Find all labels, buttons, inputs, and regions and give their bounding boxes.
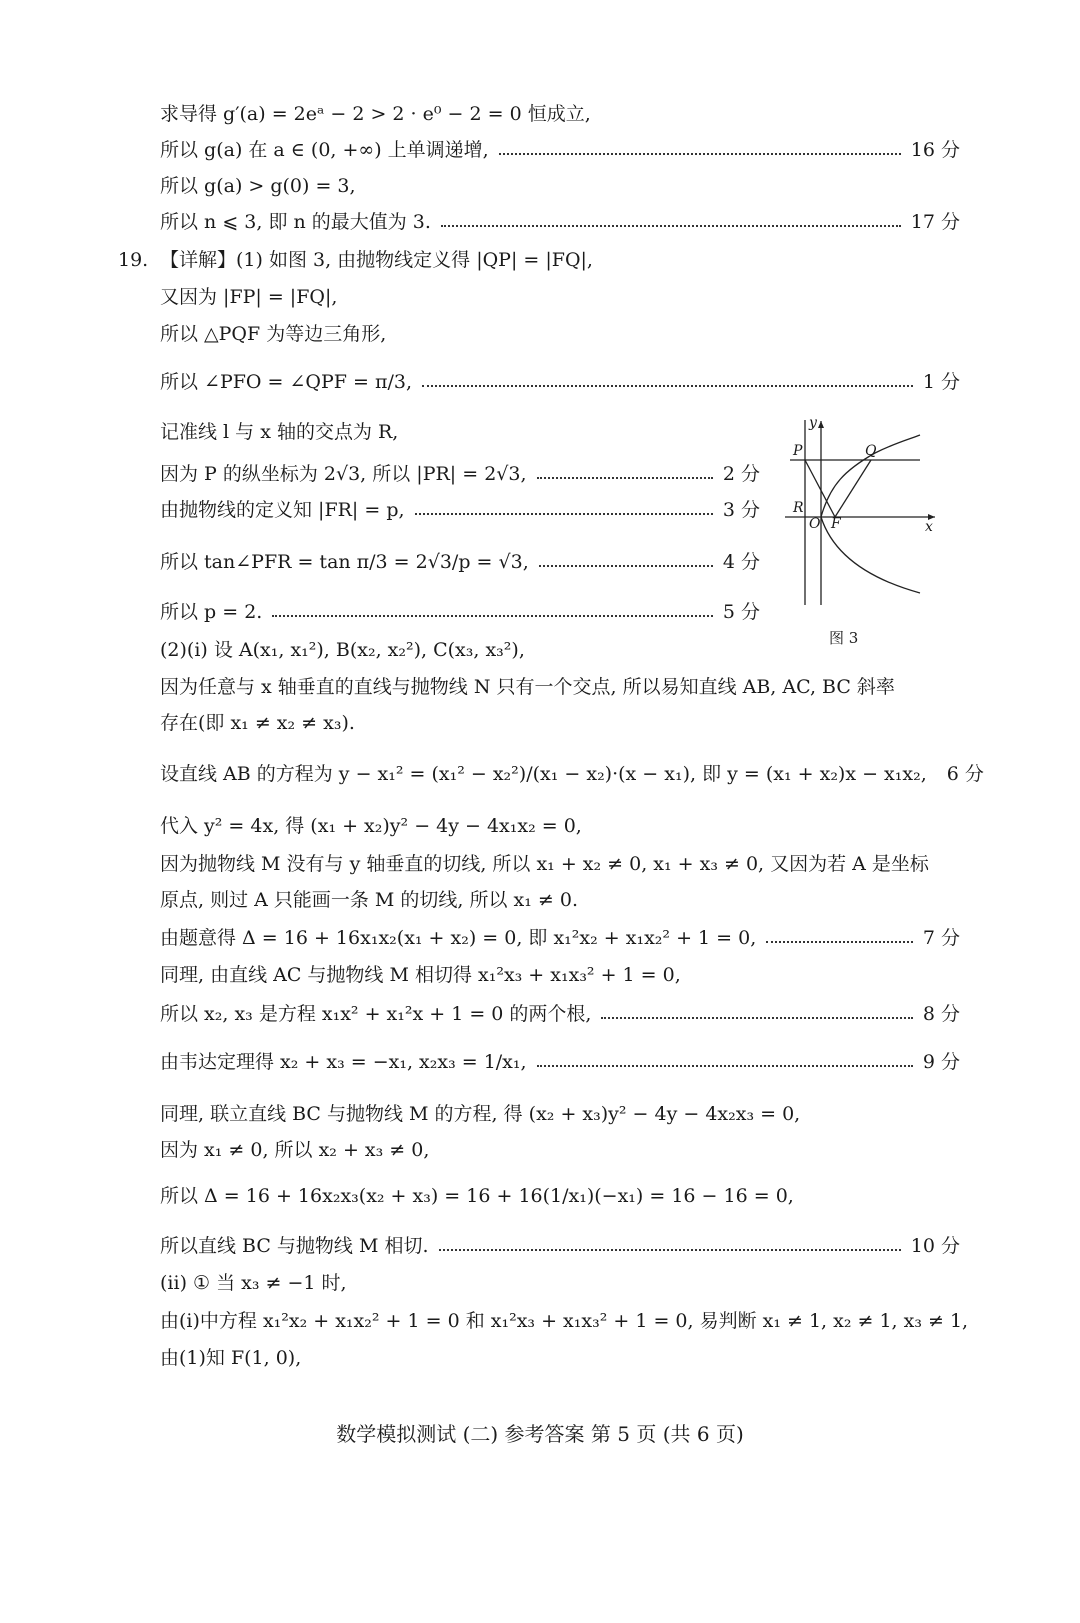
line-21: 由题意得 Δ = 16 + 16x₁x₂(x₁ + x₂) = 0, 即 x₁²x₂ + x₁x₂² + 1 = 0, 7 分 [160,927,960,949]
page-footer: 数学模拟测试 (二) 参考答案 第 5 页 (共 6 页) [336,1422,744,1446]
label-y: y [809,415,817,431]
line-3: 所以 g(a) > g(0) = 3, [160,175,356,197]
line-13: 所以 p = 2. 5 分 [160,601,760,623]
figure-3 [785,415,945,655]
line-23: 所以 x₂, x₃ 是方程 x₁x² + x₁²x + 1 = 0 的两个根, 8 分 [160,1003,960,1025]
line-22: 同理, 由直线 AC 与抛物线 M 相切得 x₁²x₃ + x₁x₃² + 1 = 0, [160,964,681,986]
line-4: 所以 n ⩽ 3, 即 n 的最大值为 3. 17 分 [160,211,960,233]
line-24: 由韦达定理得 x₂ + x₃ = −x₁, x₂x₃ = 1/x₁, 9 分 [160,1051,960,1073]
line-10: 因为 P 的纵坐标为 2√3, 所以 |PR| = 2√3, 2 分 [160,463,760,485]
line-8: 所以 ∠PFO = ∠QPF = π/3, 1 分 [160,371,960,393]
line-5: 【详解】(1) 如图 3, 由抛物线定义得 |QP| = |FQ|, [160,249,593,271]
label-r: R [793,500,804,516]
line-14: (2)(i) 设 A(x₁, x₁²), B(x₂, x₂²), C(x₃, x₃²), [160,639,525,661]
line-2: 所以 g(a) 在 a ∈ (0, +∞) 上单调递增, 16 分 [160,139,960,161]
label-p: P [793,443,803,459]
line-7: 所以 △PQF 为等边三角形, [160,323,387,345]
label-f: F [831,516,841,532]
line-11: 由抛物线的定义知 |FR| = p, 3 分 [160,499,760,521]
label-q: Q [865,443,877,459]
question-number: 19. [118,249,149,271]
line-25: 同理, 联立直线 BC 与抛物线 M 的方程, 得 (x₂ + x₃)y² − 4y − 4x₂x₃ = 0, [160,1103,801,1125]
line-20: 原点, 则过 A 只能画一条 M 的切线, 所以 x₁ ≠ 0. [160,889,578,911]
line-30: 由(i)中方程 x₁²x₂ + x₁x₂² + 1 = 0 和 x₁²x₃ + x₁x₃² + 1 = 0, 易判断 x₁ ≠ 1, x₂ ≠ 1, x₃ ≠ 1, [160,1310,969,1332]
line-18: 代入 y² = 4x, 得 (x₁ + x₂)y² − 4y − 4x₁x₂ = 0, [160,815,582,837]
line-12: 所以 tan∠PFR = tan π/3 = 2√3/p = √3, 4 分 [160,551,760,573]
line-26: 因为 x₁ ≠ 0, 所以 x₂ + x₃ ≠ 0, [160,1139,430,1161]
label-x: x [925,519,933,535]
figure-caption: 图 3 [829,629,859,647]
line-17: 设直线 AB 的方程为 y − x₁² = (x₁² − x₂²)/(x₁ − x₂)·(x − x₁), 即 y = (x₁ + x₂)x − x₁x₂, 6 分 [160,763,984,785]
line-29: (ii) ① 当 x₃ ≠ −1 时, [160,1272,347,1294]
line-15: 因为任意与 x 轴垂直的直线与抛物线 N 只有一个交点, 所以易知直线 AB, AC, BC 斜率 [160,676,895,698]
label-o: O [809,516,821,532]
line-1: 求导得 g′(a) = 2eᵃ − 2 > 2 · e⁰ − 2 = 0 恒成立, [160,103,591,125]
line-27: 所以 Δ = 16 + 16x₂x₃(x₂ + x₃) = 16 + 16(1/x₁)(−x₁) = 16 − 16 = 0, [160,1185,794,1207]
line-19: 因为抛物线 M 没有与 y 轴垂直的切线, 所以 x₁ + x₂ ≠ 0, x₁ + x₃ ≠ 0, 又因为若 A 是坐标 [160,853,929,875]
line-28: 所以直线 BC 与抛物线 M 相切. 10 分 [160,1235,960,1257]
line-6: 又因为 |FP| = |FQ|, [160,286,338,308]
line-31: 由(1)知 F(1, 0), [160,1347,302,1369]
line-9: 记准线 l 与 x 轴的交点为 R, [160,421,399,443]
line-16: 存在(即 x₁ ≠ x₂ ≠ x₃). [160,712,355,734]
